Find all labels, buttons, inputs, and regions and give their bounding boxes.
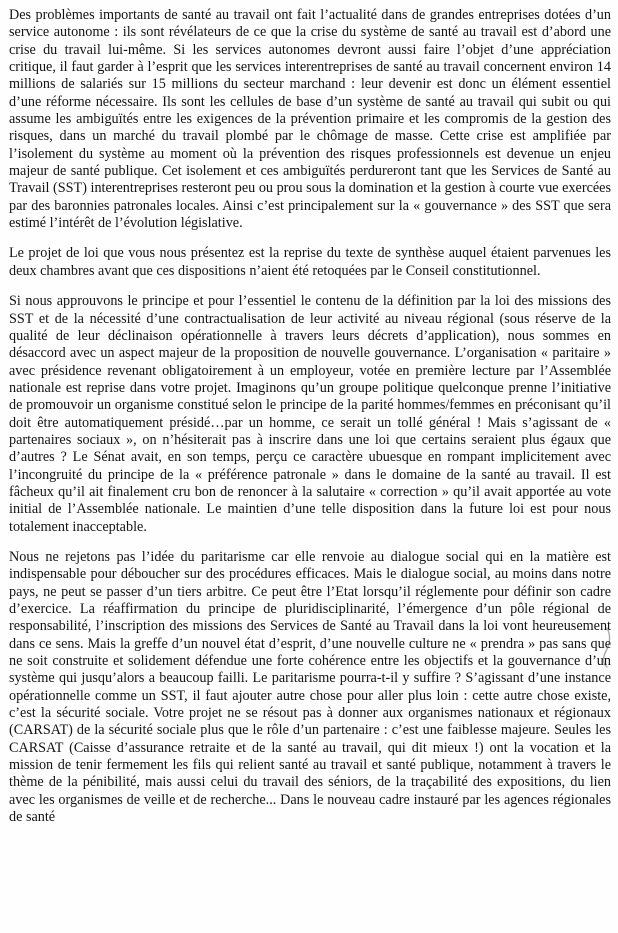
paragraph-gouvernance-paritaire: Si nous approuvons le principe et pour l’essentiel le contenu de la définition par la loi des missions des SST et de la nécessité d’une contractualisation de leur activité au niveau régional (sous réserve de la qualité de leur déclinaison opérationnelle à travers leurs décrets d’application), nous sommes en désaccord avec un aspect majeur de la proposition de nouvelle gouvernance. L’organisation « paritaire » avec présidence revenant obligatoirement à un employeur, votée en première lecture par l’Assemblée nationale est reprise dans votre projet. Imaginons qu’un groupe politique quelconque prenne l’initiative de promouvoir un organisme constitué selon le principe de la parité hommes/femmes en préconisant qu’il doit être automatiquement présidé…par un homme, ce serait un tollé général ! Mais s’agissant de « partenaires sociaux », on n’hésiterait pas à inscrire dans une loi que certains seraient plus égaux que d’autres ? Le Sénat avait, en son temps, perçu ce caractère ubuesque en rompant implicitement avec l’incongruité du principe de la « préférence patronale » dans le domaine de la santé au travail. Il est fâcheux qu’il ait finalement cru bon de renoncer à la salutaire « correction » qu’il avait apportée au vote initial de l’Assemblée nationale. Le maintien d’une telle disposition dans la future loi est pour nous totalement inacceptable. [9,293,611,535]
paragraph-sst-crisis: Des problèmes importants de santé au travail ont fait l’actualité dans de grandes entreprises dotées d’un service autonome : ils sont révélateurs de ce que la crise du système de santé au travail est d’abord une crise du travail lui-même. Si les services autonomes devront aussi faire l’objet d’une appréciation critique, il faut garder à l’esprit que les services interentreprises de santé au travail concernent environ 14 millions de salariés sur 15 millions du secteur marchand : leur devenir est donc un élément essentiel d’une réforme nécessaire. Ils sont les cellules de base d’un système de santé au travail qui subit ou qui assume les ambiguïtés entre les exigences de la prévention primaire et les compromis de la gestion des risques, dans un marché du travail plombé par le chômage de masse. Cette crise est amplifiée par l’isolement du système au moment où la prévention des risques professionnels est devenue un enjeu majeur de santé publique. Cet isolement et ces ambiguïtés perdureront tant que les Services de Santé au Travail (SST) interentreprises resteront peu ou prou sous la domination et la gestion à courte vue exercées par des baronnies patronales locales. Ainsi c’est principalement sur la « gouvernance » des SST que sera estimé l’intérêt de l’évolution législative. [9,7,611,232]
paragraph-projet-de-loi: Le projet de loi que vous nous présentez est la reprise du texte de synthèse auquel étaient parvenues les deux chambres avant que ces dispositions n’aient été retoquées par le Conseil constitutionnel. [9,245,611,279]
paragraph-paritarisme-carsat: Nous ne rejetons pas l’idée du paritarisme car elle renvoie au dialogue social qui en la matière est indispensable pour déboucher sur des procédures efficaces. Mais le dialogue social, au moins dans notre pays, ne peut se passer d’un tiers arbitre. Ce peut être l’Etat lorsqu’il réglemente pour définir son cadre d’exercice. La réaffirmation du principe de pluridisciplinarité, l’émergence d’un pôle régional de responsabilité, l’inscription des missions des Services de Santé au Travail dans la loi vont heureusement dans ce sens. Mais la greffe d’un nouvel état d’esprit, d’une nouvelle culture ne « prendra » pas sans que ne soit construite et solidement défendue une forte cohérence entre les objectifs et la gouvernance d’un système qui jusqu’alors a beaucoup failli. Le paritarisme pourra-t-il y suffire ? S’agissant d’une instance opérationnelle comme un SST, il faut ajouter autre chose pour aller plus loin : cette autre chose existe, c’est la sécurité sociale. Votre projet ne se résout pas à donner aux organismes nationaux et régionaux (CARSAT) de la sécurité sociale plus que le rôle d’un partenaire : c’est une faiblesse majeure. Seules les CARSAT (Caisse d’assurance retraite et de la santé au travail, qui dit mieux !) ont la vocation et la mission de tenir fermement les fils qui relient santé au travail et santé publique, notamment à travers le thème de la pénibilité, mais aussi celui du travail des séniors, de la traçabilité des expositions, du lien avec les organismes de veille et de recherche... Dans le nouveau cadre instauré par les agences régionales de santé [9,548,611,826]
